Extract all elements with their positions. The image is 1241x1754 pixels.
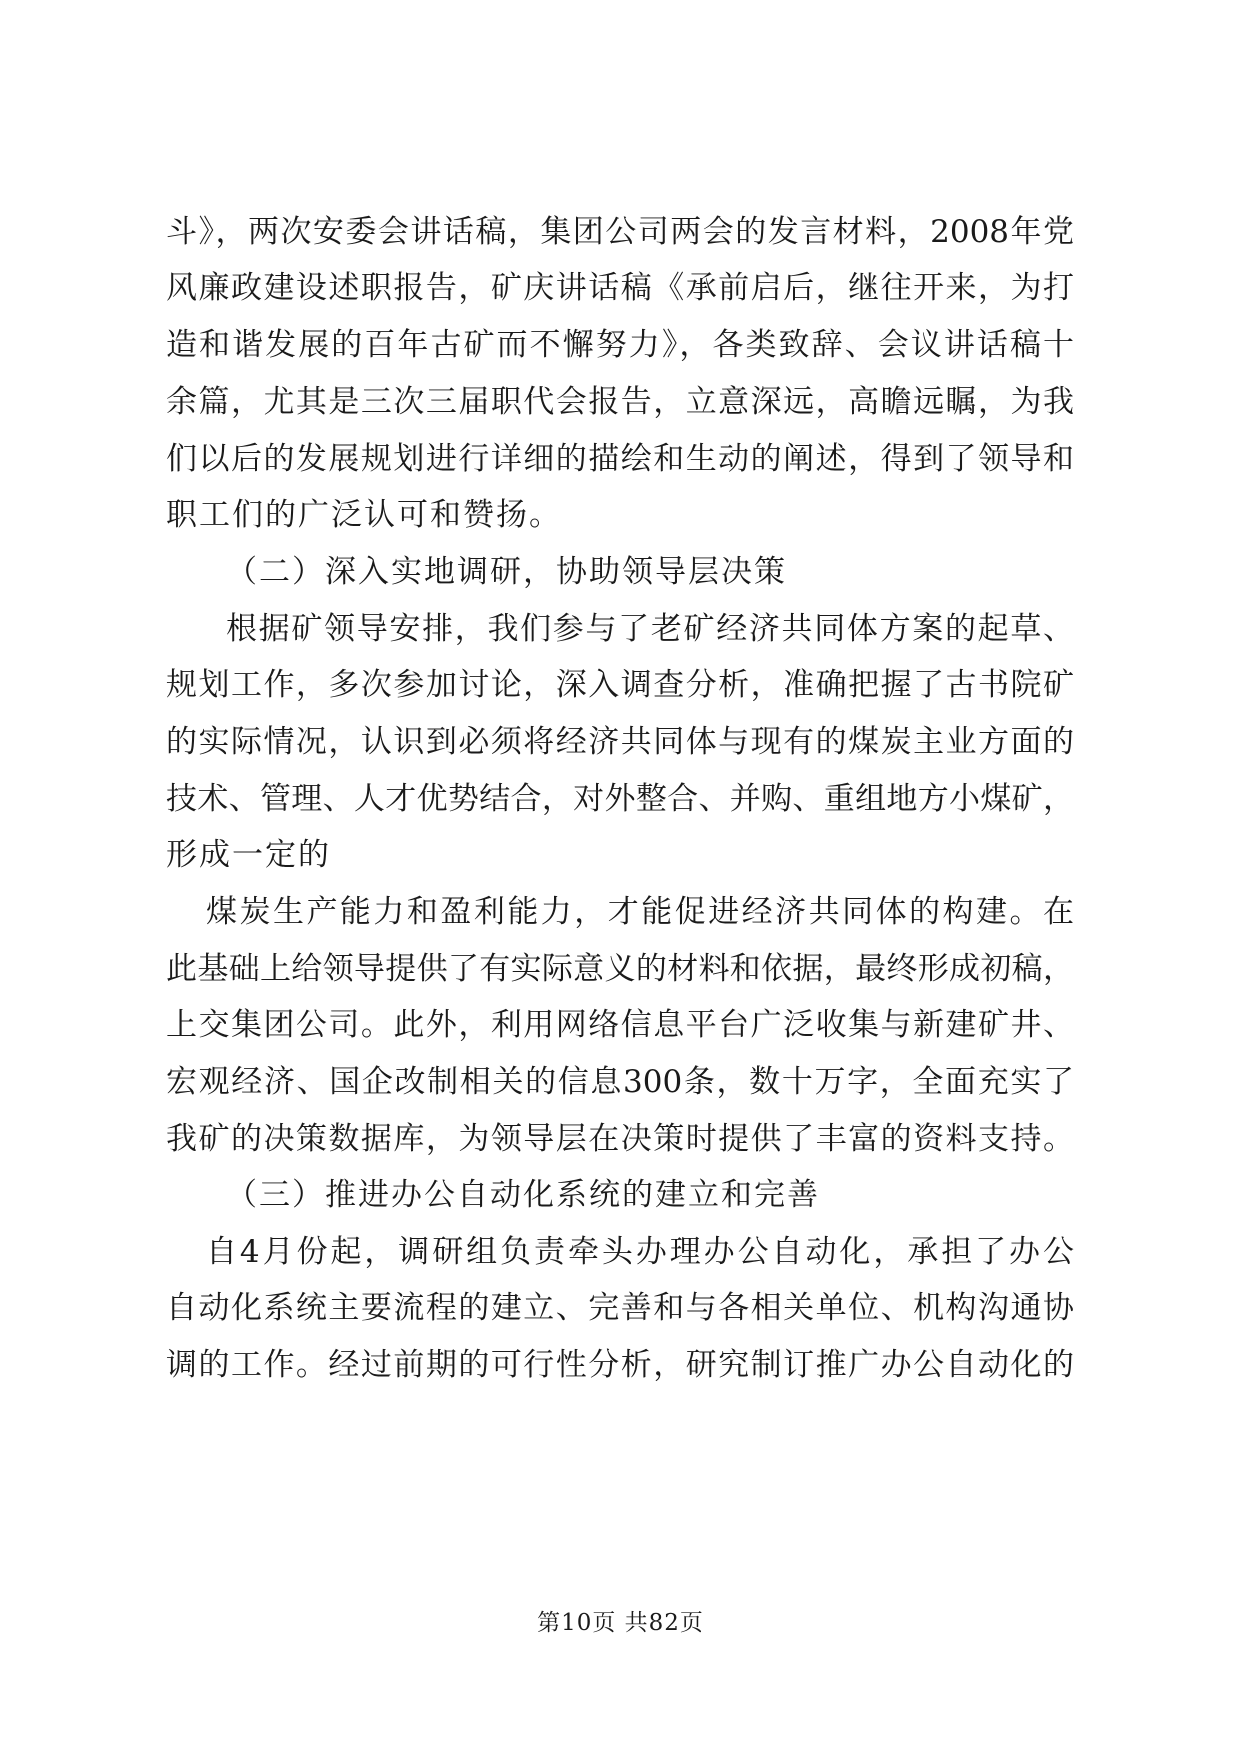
text-line: 形成一定的: [166, 837, 331, 873]
text-line: 上交集团公司。此外，利用网络信息平台广泛收集与新建矿井、: [166, 1007, 1074, 1043]
section-heading: （二）深入实地调研，协助领导层决策: [226, 554, 787, 590]
text-line: 们以后的发展规划进行详细的描绘和生动的阐述，得到了领导和: [166, 441, 1074, 477]
section-heading: （三）推进办公自动化系统的建立和完善: [226, 1177, 820, 1213]
text-line: 此基础上给领导提供了有实际意义的材料和依据，最终形成初稿，: [166, 951, 1074, 987]
text-line: 造和谐发展的百年古矿而不懈努力》，各类致辞、会议讲话稿十: [166, 327, 1074, 363]
text-line: 自动化系统主要流程的建立、完善和与各相关单位、机构沟通协: [166, 1290, 1074, 1326]
paragraph-first-line: 自4月份起，调研组负责牵头办理办公自动化，承担了办公: [206, 1234, 1074, 1270]
text-line: 技术、管理、人才优势结合，对外整合、并购、重组地方小煤矿，: [166, 781, 1074, 817]
text-line: 风廉政建设述职报告，矿庆讲话稿《承前启后，继往开来，为打: [166, 270, 1074, 306]
text-line: 规划工作，多次参加讨论，深入调查分析，准确把握了古书院矿: [166, 667, 1074, 703]
paragraph-first-line: 根据矿领导安排，我们参与了老矿经济共同体方案的起草、: [226, 611, 1074, 647]
text-line: 的实际情况，认识到必须将经济共同体与现有的煤炭主业方面的: [166, 724, 1074, 760]
text-line: 职工们的广泛认可和赞扬。: [166, 497, 562, 533]
text-line: 斗》，两次安委会讲话稿，集团公司两会的发言材料，2008年党: [166, 214, 1074, 250]
text-line: 调的工作。经过前期的可行性分析，研究制订推广办公自动化的: [166, 1347, 1074, 1383]
text-line: 我矿的决策数据库，为领导层在决策时提供了丰富的资料支持。: [166, 1121, 1074, 1157]
page-number-footer: 第10页 共82页: [537, 1610, 704, 1636]
text-line: 宏观经济、国企改制相关的信息300条，数十万字，全面充实了: [166, 1064, 1074, 1100]
paragraph-first-line: 煤炭生产能力和盈利能力，才能促进经济共同体的构建。在: [206, 894, 1074, 930]
text-line: 余篇，尤其是三次三届职代会报告，立意深远，高瞻远瞩，为我: [166, 384, 1074, 420]
